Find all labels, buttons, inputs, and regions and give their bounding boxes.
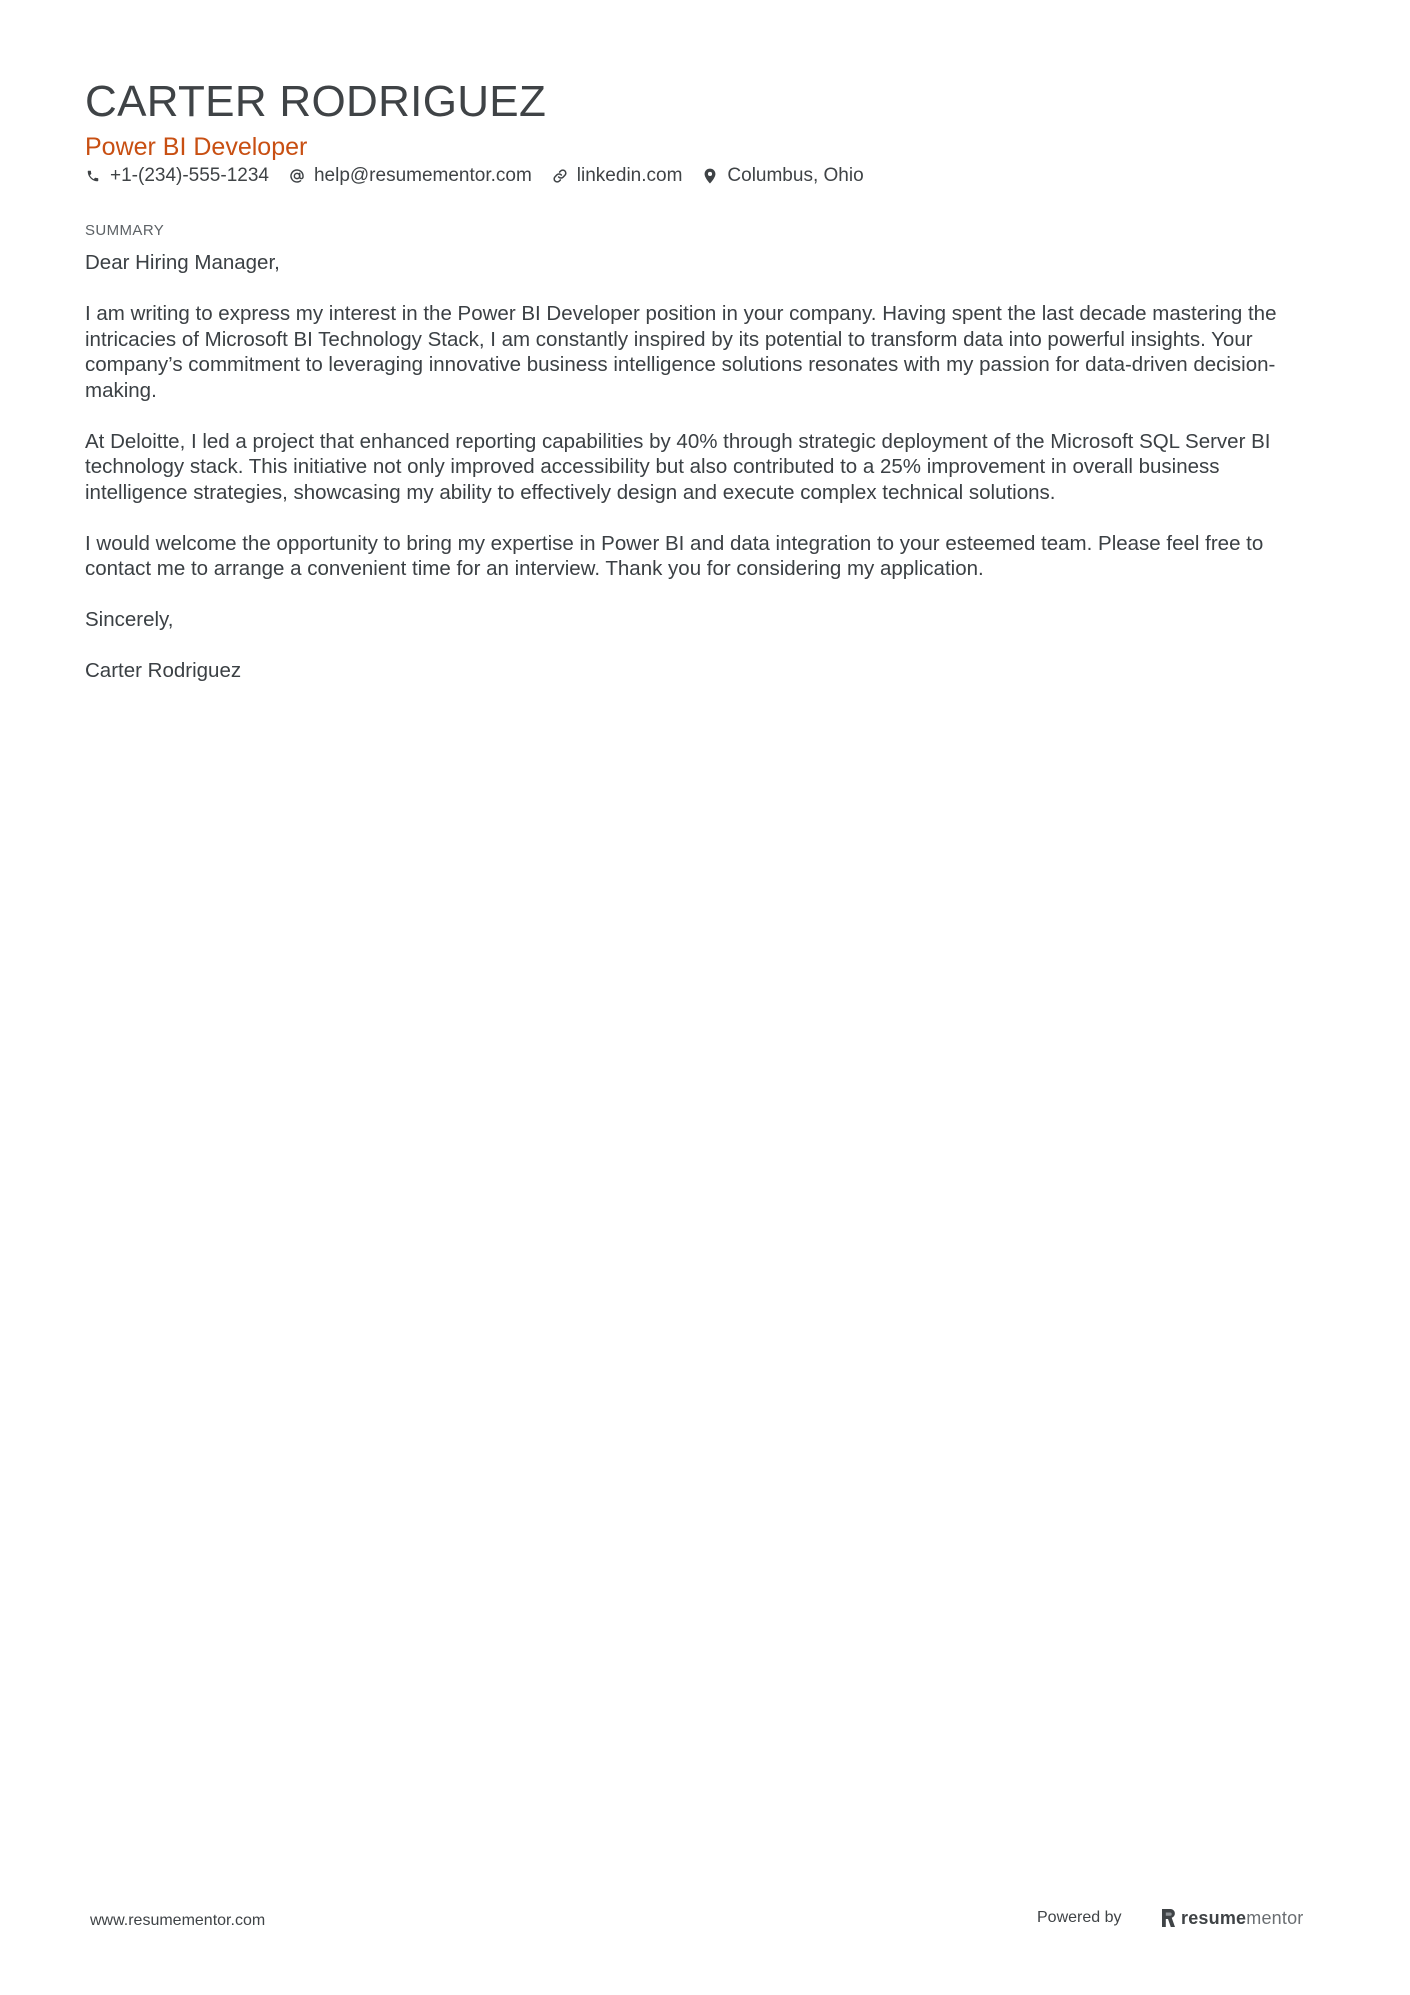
brand-wordmark-bold: resume: [1181, 1908, 1247, 1928]
location-text: Columbus, Ohio: [727, 165, 864, 186]
signature: Carter Rodriguez: [85, 659, 242, 682]
contact-phone: [85, 165, 269, 187]
resumementor-logo-icon: [1160, 1908, 1176, 1928]
link-icon: [552, 168, 568, 184]
email-text[interactable]: help@resumementor.com: [313, 165, 532, 186]
letter-paragraph: I would welcome the opportunity to bring my expertise in Power BI and data integration to your esteemed team. Please feel free to contact me to arrange a convenient time for an interview. Thank you for considering my application.: [85, 531, 1264, 580]
phone-text[interactable]: +1-(234)-555-1234: [110, 165, 269, 186]
linkedin-text[interactable]: linkedin.com: [576, 165, 683, 186]
location-pin-icon: [702, 168, 718, 184]
candidate-name: CARTER RODRIGUEZ: [85, 77, 547, 126]
contact-bar: [85, 164, 884, 188]
salutation: Dear Hiring Manager,: [85, 251, 280, 274]
closing: Sincerely,: [85, 608, 174, 631]
brand-logo[interactable]: [1160, 1906, 1303, 1930]
powered-by-label: Powered by: [1037, 1909, 1122, 1926]
summary-heading: SUMMARY: [85, 222, 165, 239]
letter-body: [85, 250, 1325, 709]
job-title: Power BI Developer: [85, 133, 308, 161]
contact-linkedin: [552, 165, 683, 187]
letter-paragraph: I am writing to express my interest in the Power BI Developer position in your company. Having spent the last decade mastering the intricacies of Microsoft BI Technology Stack, I am constantly inspired by its potential to transform data into powerful insights. Your company’s commitment to leveraging innovative business intelligence solutions resonates with my passion for data-driven decision-making.: [85, 302, 1277, 402]
at-icon: [289, 168, 305, 184]
brand-wordmark-light: mentor: [1246, 1908, 1304, 1928]
brand-wordmark: [1181, 1907, 1303, 1929]
phone-icon: [85, 168, 101, 184]
letter-paragraph: At Deloitte, I led a project that enhanced reporting capabilities by 40% through strategic deployment of the Microsoft SQL Server BI technology stack. This initiative not only improved accessibility but also contributed to a 25% improvement in overall business intelligence strategies, showcasing my ability to effectively design and execute complex technical solutions.: [85, 429, 1271, 504]
contact-email: [289, 165, 532, 187]
footer-website[interactable]: www.resumementor.com: [90, 1912, 266, 1929]
contact-location: [702, 165, 863, 187]
